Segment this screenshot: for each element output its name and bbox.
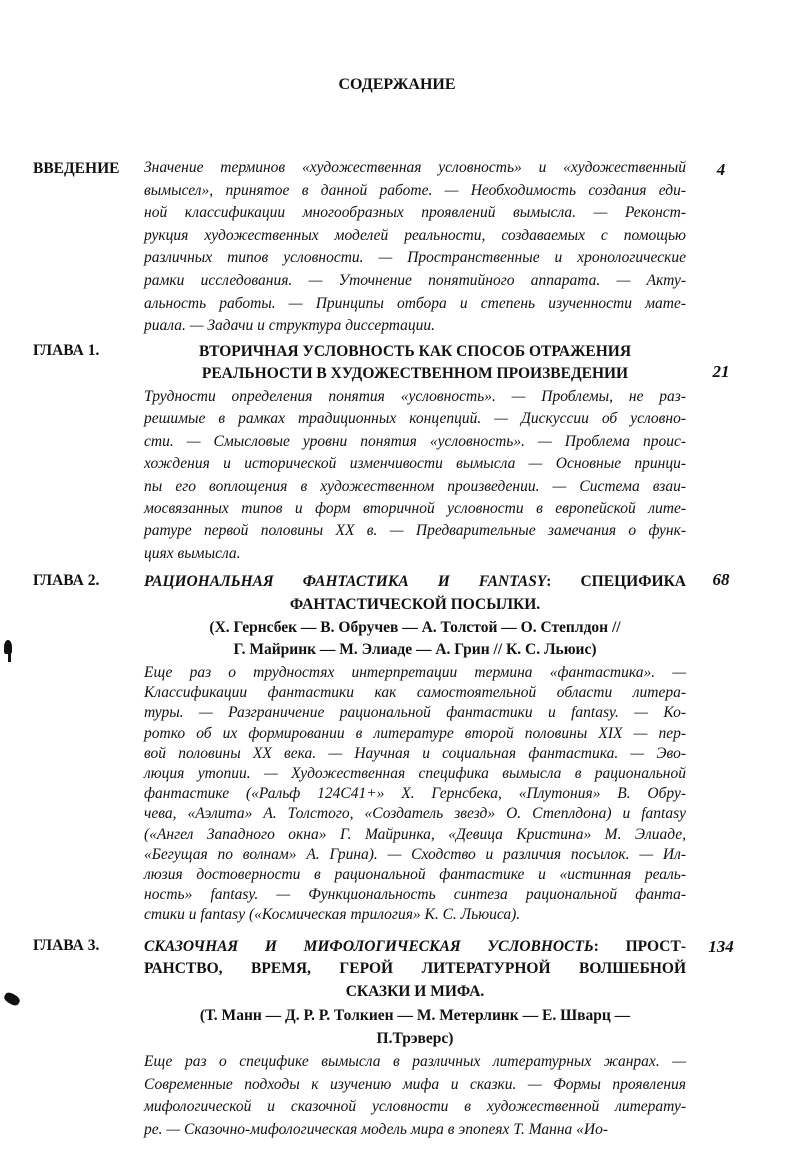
description-line: люция утопии. — Художественная специфика вымысла в рациональной <box>144 765 686 782</box>
section-heading-line <box>144 364 686 384</box>
description-line: Еще раз о специфике вымысла в различных литературных жанрах. — <box>144 1053 686 1070</box>
authors-line: (Т. Манн — Д. Р. Р. Толкиен — М. Метерлинк — Е. Шварц — <box>199 1007 631 1024</box>
section-label: ГЛАВА 1. <box>33 342 100 359</box>
description-line: ность» fantasy. — Функциональность синтеза рациональной фанта- <box>144 886 686 904</box>
description-line: ре. — Сказочно-мифологическая модель мира в эпопеях Т. Манна «Ио- <box>144 1120 609 1138</box>
section-label: ГЛАВА 3. <box>33 937 100 954</box>
section-heading-line <box>144 595 686 615</box>
description-line: циях вымысла. <box>144 544 241 562</box>
heading-segment: РЕАЛЬНОСТИ В ХУДОЖЕСТВЕННОМ ПРОИЗВЕДЕНИИ <box>201 365 629 382</box>
description-line: Еще раз о трудностях интерпретации термина «фантастика». — <box>144 664 686 681</box>
heading-segment: РАНСТВО, ВРЕМЯ, ГЕРОЙ ЛИТЕРАТУРНОЙ ВОЛШЕБНОЙ <box>144 960 686 977</box>
heading-segment: ВТОРИЧНАЯ УСЛОВНОСТЬ КАК СПОСОБ ОТРАЖЕНИЯ <box>198 343 632 360</box>
heading-segment: СКАЗОЧНАЯ И МИФОЛОГИЧЕСКАЯ УСЛОВНОСТЬ <box>144 938 594 955</box>
description-line: вымысел», принятое в данной работе. — Необходимость создания еди- <box>144 181 686 199</box>
description-line: («Ангел Западного окна» Г. Майринка, «Девица Кристина» М. Элиаде, <box>144 825 686 843</box>
description-line: рукция художественных моделей реальности, создаваемых с помощью <box>144 226 686 244</box>
description-line: ной классификации многообразных проявлений вымысла. — Реконст- <box>144 204 686 222</box>
section-label: ВВЕДЕНИЕ <box>33 160 120 177</box>
description-line: хождения и исторической изменчивости вымысла — Основные принци- <box>144 455 686 473</box>
description-line: вой половины XX века. — Научная и социальная фантастика. — Эво- <box>144 744 686 762</box>
page-number: 68 <box>712 570 730 589</box>
heading-segment: РАЦИОНАЛЬНАЯ ФАНТАСТИКА И FANTASY <box>144 573 547 590</box>
description-line: Классификации фантастики как самостоятельной области литера- <box>144 684 686 702</box>
authors-line: Г. Майринк — М. Элиаде — А. Грин // К. С. Льюис) <box>233 641 597 658</box>
page-number: 4 <box>716 160 726 179</box>
description-line: ротко об их формировании в литературе второй половины XIX — пер- <box>144 724 686 742</box>
description-line: туры. — Разграничение рациональной фантастики и fantasy. — Ко- <box>144 704 686 722</box>
section-label: ГЛАВА 2. <box>33 572 100 589</box>
section-heading-line <box>144 982 686 1002</box>
description-line: ратуре первой половины XX в. — Предварительные замечания о функ- <box>144 522 686 540</box>
heading-segment: ФАНТАСТИЧЕСКОЙ ПОСЫЛКИ. <box>289 596 541 613</box>
description-line: решимые в рамках традиционных концепций. — Дискуссии об условно- <box>144 410 686 428</box>
description-line: сти. — Смысловые уровни понятия «условность». — Проблема проис- <box>144 432 686 450</box>
page-number: 21 <box>712 362 730 381</box>
scan-mark <box>8 652 11 662</box>
description-line: «Бегущая по волнам» А. Грина). — Сходство и различия посылок. — Ил- <box>144 845 686 863</box>
section-heading-line <box>144 959 686 979</box>
description-line: Значение терминов «художественная условность» и «художественный <box>144 159 686 176</box>
description-line: альность работы. — Принципы отбора и степень изученности мате- <box>144 294 686 312</box>
description-line: фантастике («Ральф 124С41+» Х. Гернсбека, «Плутония» В. Обру- <box>144 785 686 803</box>
description-line: люзия достоверности в рациональной фантастике и «истинная реаль- <box>144 866 686 883</box>
heading-segment: СКАЗКИ И МИФА. <box>345 983 485 1000</box>
description-line: Трудности определения понятия «условность». — Проблемы, не раз- <box>144 388 686 405</box>
section-heading-line <box>144 342 686 362</box>
section-heading-line <box>144 572 686 592</box>
description-line: Современные подходы к изучению мифа и сказки. — Формы проявления <box>144 1075 686 1093</box>
description-line: различных типов условности. — Пространственные и хронологические <box>144 249 686 267</box>
heading-segment: : ПРОСТ- <box>593 938 686 955</box>
page-number: 134 <box>708 937 734 956</box>
description-line: мифологической и сказочной условности в художественной литерату- <box>144 1098 686 1116</box>
section-heading-line <box>144 937 686 957</box>
authors-line: (Х. Гернсбек — В. Обручев — А. Толстой — О. Степлдон // <box>209 619 621 636</box>
description-line: чева, «Аэлита» А. Толстого, «Создатель звезд» О. Степлдона) и fantasy <box>144 805 686 823</box>
description-line: пы его воплощения в художественном произведении. — Система взаи- <box>144 477 686 495</box>
authors-line: П.Трэверс) <box>376 1030 454 1047</box>
description-line: мосвязанных типов и форм вторичной условности в европейской лите- <box>144 500 686 517</box>
description-line: рамки исследования. — Уточнение понятийного аппарата. — Акту- <box>144 272 686 289</box>
description-line: риала. — Задачи и структура диссертации. <box>144 317 436 335</box>
scan-mark <box>3 991 22 1008</box>
heading-segment: : СПЕЦИФИКА <box>546 573 686 590</box>
page-title: СОДЕРЖАНИЕ <box>338 76 456 93</box>
description-line: стики и fantasy («Космическая трилогия» К. С. Льюиса). <box>144 906 521 924</box>
